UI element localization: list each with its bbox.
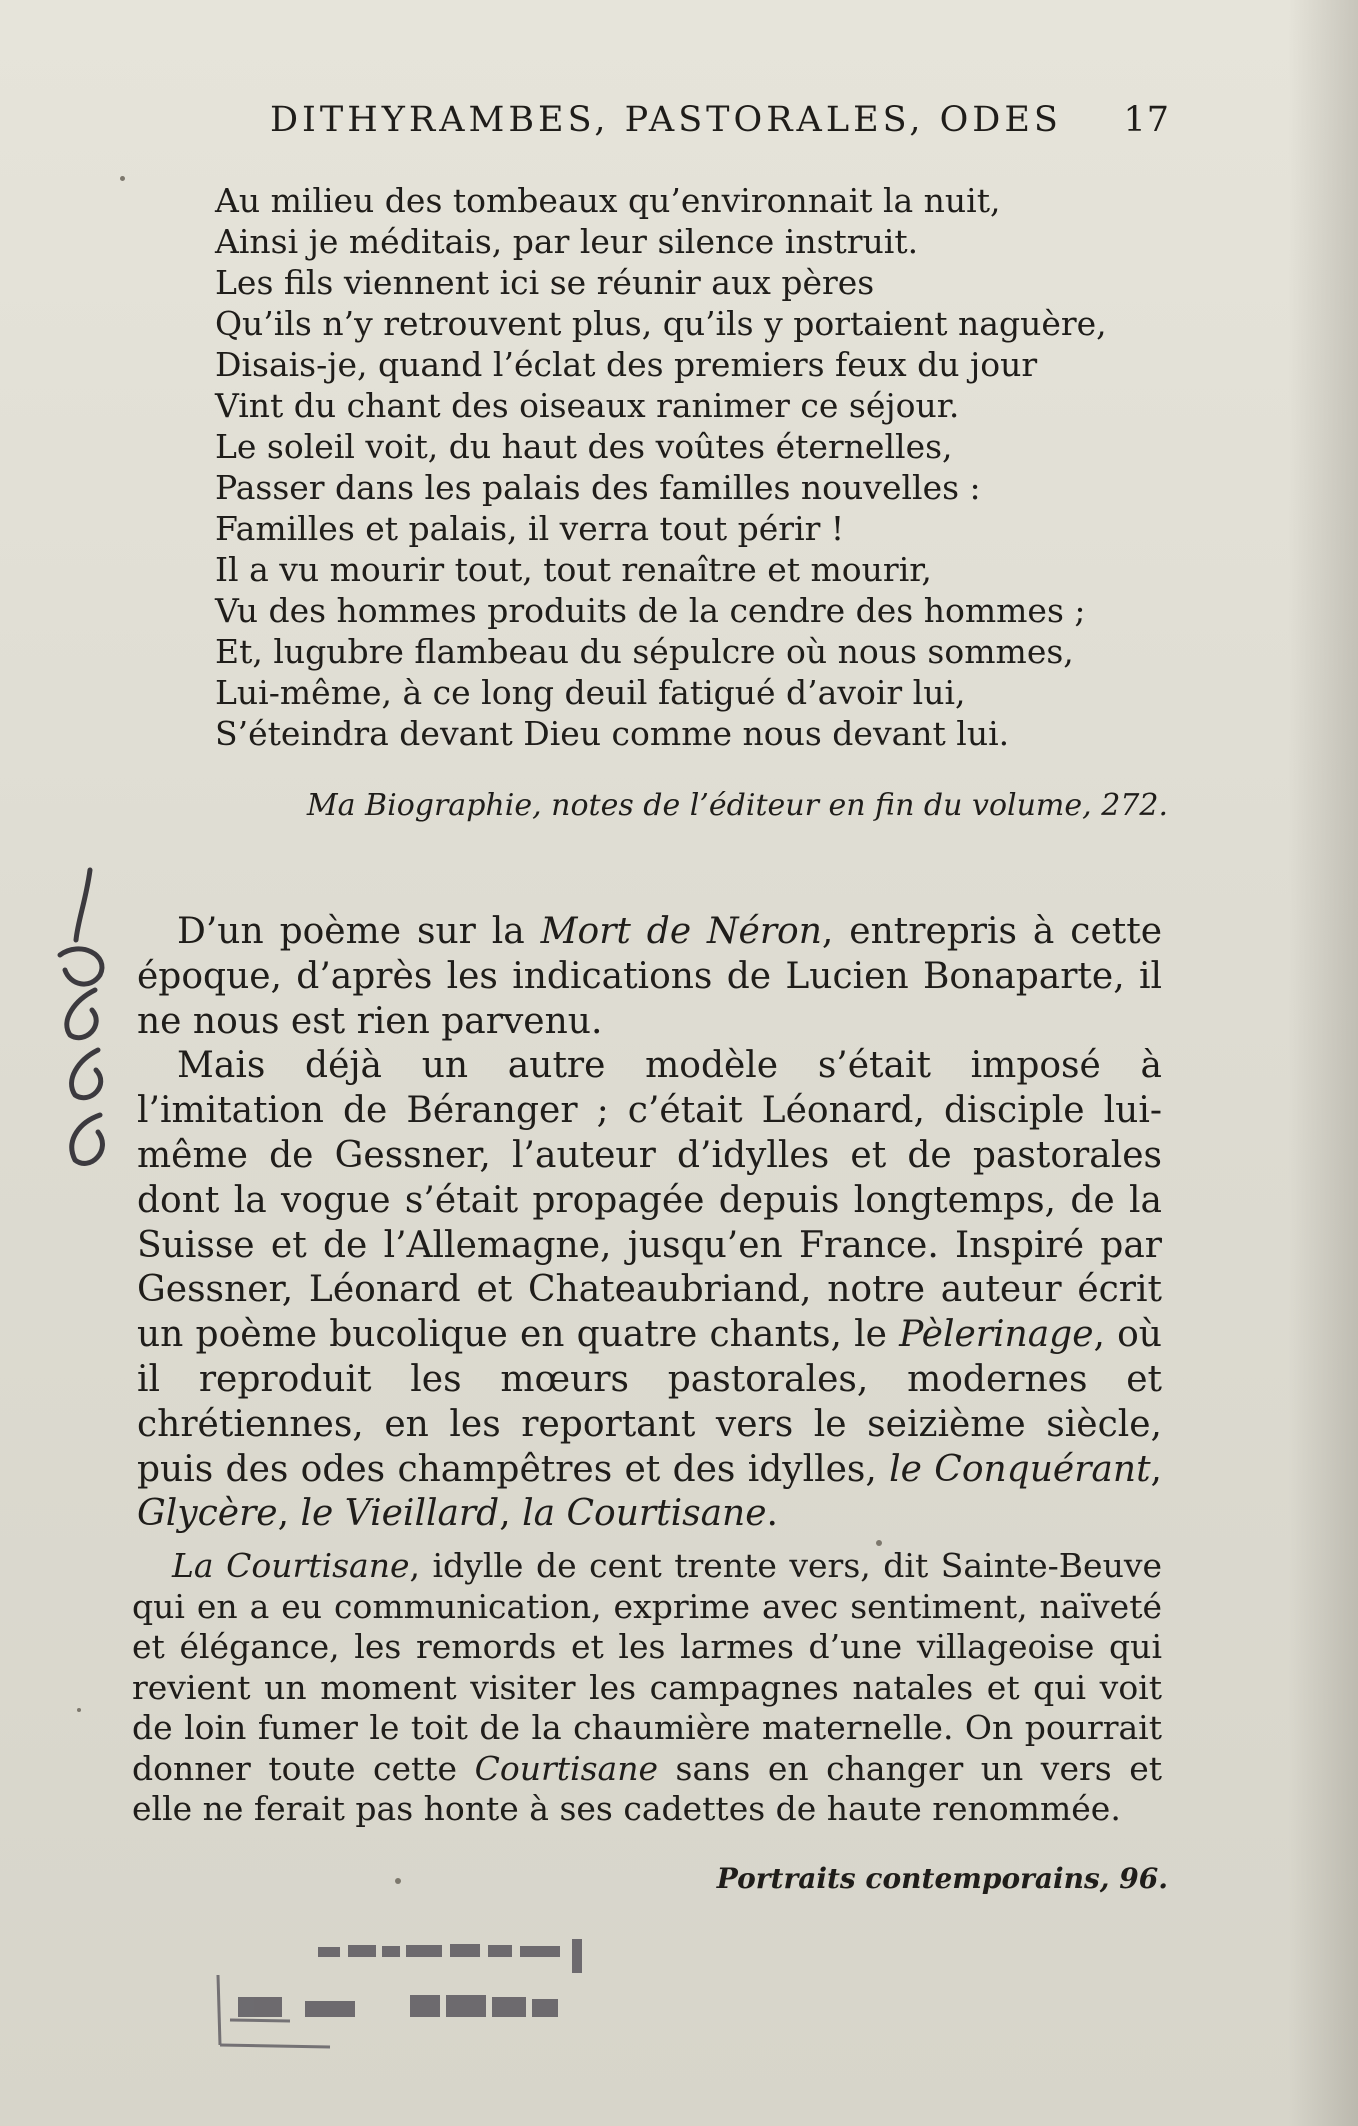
poem-line: Et, lugubre flambeau du sépulcre où nous sommes, xyxy=(215,632,1074,671)
poem-line: Le soleil voit, du haut des voûtes éternelles, xyxy=(215,427,953,466)
poem-source-citation: Ma Biographie, notes de l’éditeur en fin du volume, 272. xyxy=(306,788,1168,823)
poem-line: Lui-même, à ce long deuil fatigué d’avoir lui, xyxy=(215,673,966,712)
paper-speck xyxy=(395,1878,401,1884)
library-stamp xyxy=(210,1925,680,2065)
text-run: sans en changer un vers et elle ne ferait pas honte à ses cadettes de haute renommée. xyxy=(132,1748,1162,1828)
italic-title: Glycère xyxy=(137,1493,278,1535)
text-run: D’un poème sur la xyxy=(177,911,541,952)
text-run: , xyxy=(277,1493,301,1535)
italic-title: Pèlerinage xyxy=(899,1314,1094,1356)
poem-line: Passer dans les palais des familles nouvelles : xyxy=(215,468,981,507)
italic-title: Mort de Néron xyxy=(540,911,822,952)
page-number: 17 xyxy=(1123,100,1170,140)
text-run: , xyxy=(1150,1448,1162,1490)
page-edge-shadow xyxy=(1288,0,1358,2126)
poem-line: Vu des hommes produits de la cendre des hommes ; xyxy=(215,591,1086,630)
text-run: Mais déjà un autre modèle s’était imposé à l’imitation de Béranger ; c’était Léonard, disciple lui-même de Gessner, l’auteur d’idylles et de pastorales dont la vogue s’était propagée depuis longtemps, de la Suisse et de l’Allemagne, jusqu’en France. Inspiré par Gessner, Léonard et Chateaubriand, notre auteur écrit un poème bucolique en quatre chants, le xyxy=(137,1045,1162,1356)
text-run: , entrepris à cette époque, d’après les indications de Lucien Bonaparte, il ne nous est rien parvenu. xyxy=(137,911,1162,1042)
text-run: , xyxy=(499,1493,523,1535)
italic-title: la Courtisane xyxy=(522,1493,767,1535)
paper-speck xyxy=(77,1708,81,1712)
quote-paragraph xyxy=(132,1546,1162,1830)
poem-line: Ainsi je méditais, par leur silence instruit. xyxy=(215,222,919,261)
quote-source-citation: Portraits contemporains, 96. xyxy=(716,1862,1168,1895)
italic-title: le Vieillard xyxy=(300,1493,500,1535)
pencil-inventory-mark xyxy=(30,860,140,1190)
italic-title: Courtisane xyxy=(474,1748,658,1788)
text-run: , idylle de cent trente vers, dit Sainte-Beuve qui en a eu communication, exprime avec sentiment, naïveté et élégance, les remords et les larmes d’une villageoise qui revient un moment visiter les campagnes natales et qui voit de loin fumer le toit de la chaumière maternelle. On pourrait donner toute cette xyxy=(132,1546,1162,1788)
poem-line: Vint du chant des oiseaux ranimer ce séjour. xyxy=(215,386,960,425)
poem-line: Qu’ils n’y retrouvent plus, qu’ils y portaient naguère, xyxy=(215,304,1107,343)
paragraph-neron xyxy=(137,910,1162,1044)
prose-block xyxy=(137,910,1162,1537)
poem-line: Disais-je, quand l’éclat des premiers feux du jour xyxy=(215,345,1038,384)
paper-speck xyxy=(876,1540,882,1546)
poem-block xyxy=(215,180,1175,754)
text-run: . xyxy=(766,1493,778,1535)
sainte-beuve-quote xyxy=(132,1546,1162,1830)
poem-line: Familles et palais, il verra tout périr ! xyxy=(215,509,845,548)
poem-line: Au milieu des tombeaux qu’environnait la nuit, xyxy=(215,181,1001,220)
poem-line: Les fils viennent ici se réunir aux pères xyxy=(215,263,875,302)
poem-line: S’éteindra devant Dieu comme nous devant lui. xyxy=(215,714,1010,753)
paragraph-leonard xyxy=(137,1044,1162,1537)
text-run: , où il reproduit les mœurs pastorales, modernes et chrétiennes, en les reportant vers le seizième siècle, puis des odes champêtres et des idylles, xyxy=(137,1314,1162,1490)
running-title: DITHYRAMBES, PASTORALES, ODES xyxy=(270,100,1062,140)
paper-speck xyxy=(120,176,125,181)
italic-title: le Conquérant xyxy=(889,1448,1151,1490)
italic-title: La Courtisane xyxy=(172,1546,410,1585)
poem-line: Il a vu mourir tout, tout renaître et mourir, xyxy=(215,550,932,589)
